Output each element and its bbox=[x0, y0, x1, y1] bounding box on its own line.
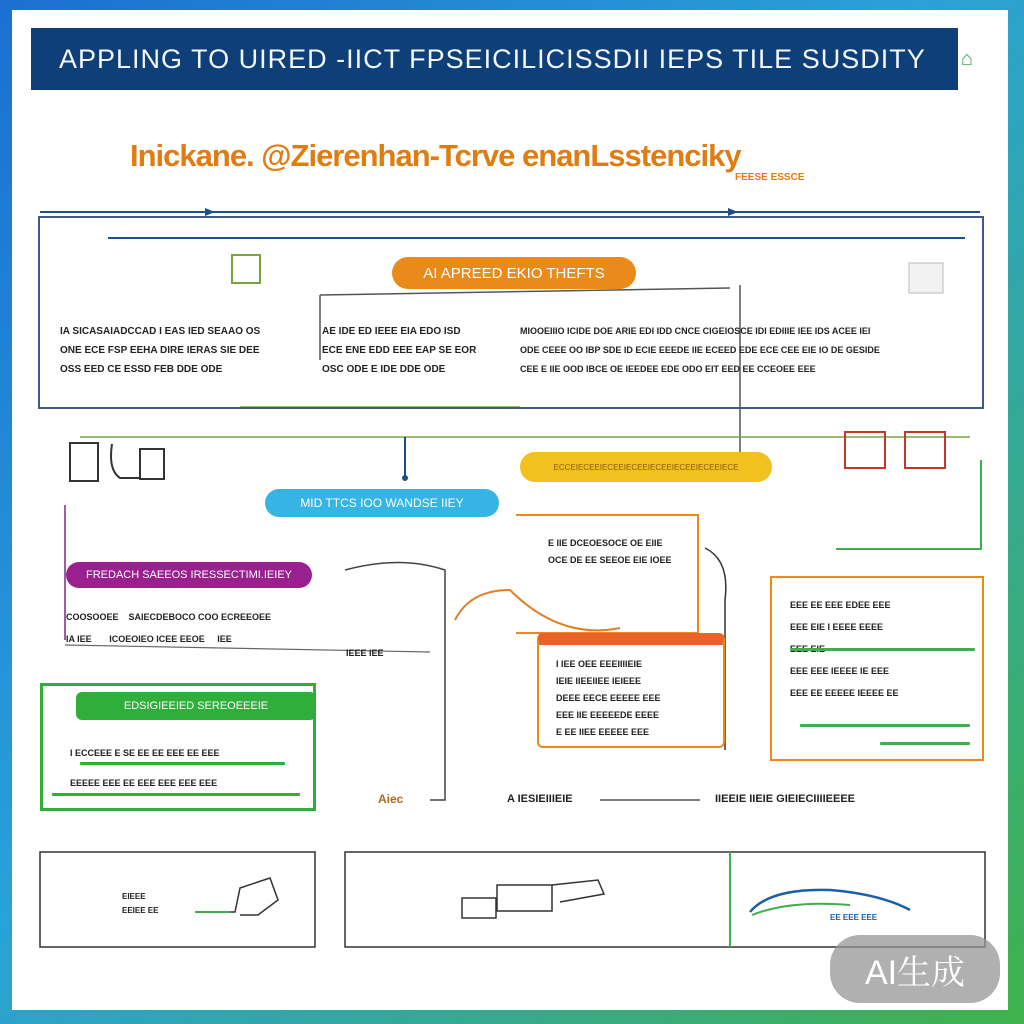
text-line: ODE CEEE OO IBP SDE ID ECIE EEEDE IIE ECEED EDE ECE CEE EIE IO DE GESIDE bbox=[520, 345, 880, 355]
text-line: IA SICASAIADCCAD I EAS IED SEAAO OS bbox=[60, 326, 261, 337]
text-line: OCE DE EE SEEOE EIE IOEE bbox=[548, 555, 672, 565]
bottom-caption-left: A IESIEIIIEIE bbox=[507, 793, 573, 805]
text-line: OSC ODE E IDE DDE ODE bbox=[322, 364, 446, 375]
leaf-icon: ⌂ bbox=[960, 48, 974, 70]
bottom-left-label bbox=[122, 890, 158, 918]
text-line: I IEE OEE EEEIIIIEIE bbox=[556, 659, 643, 669]
text-line: EEE EE EEE EDEE EEE bbox=[790, 600, 891, 610]
pill-green: EDSIGIEEIED SEREOEEEIE bbox=[76, 692, 316, 720]
page-title: APPLING TO UIRED -IICT FPSEICILICISSDII IEPS TILE SUSDITY bbox=[59, 43, 926, 74]
orange-box-a bbox=[516, 514, 699, 634]
pill-orange-top: AI APREED EKIO THEFTS bbox=[392, 257, 636, 289]
diagram-subtitle: Inickane. @Zierenhan-Tcrve enanLsstenciky bbox=[130, 138, 741, 173]
ai-generated-badge: AI生成 bbox=[830, 935, 1000, 1003]
text-line: EEIEE EE bbox=[122, 906, 159, 915]
title-bar bbox=[31, 28, 974, 90]
purple-rows bbox=[66, 606, 271, 650]
text-line: EEE IIE EEEEEDE EEEE bbox=[556, 710, 660, 720]
text-line: EEE EIE I EEEE EEEE bbox=[790, 622, 884, 632]
orange-box-b-text bbox=[556, 656, 661, 741]
top-column-2 bbox=[322, 322, 476, 379]
orange-box-a-text bbox=[548, 535, 672, 569]
text-line: E IIE DCEOESOCE OE EIIE bbox=[548, 538, 663, 548]
text-line: E EE IIEE EEEEE EEE bbox=[556, 727, 650, 737]
text-line: ONE ECE FSP EEHA DIRE IERAS SIE DEE bbox=[60, 345, 260, 356]
text-line: IEIE IIEEIIEE IEIEEE bbox=[556, 676, 642, 686]
top-column-3 bbox=[520, 322, 880, 379]
text-cell: COOSOOEE bbox=[66, 612, 119, 622]
text-line: ECE ENE EDD EEE EAP SE EOR bbox=[322, 345, 477, 356]
rule-green bbox=[880, 742, 970, 745]
text-cell: IA IEE bbox=[66, 634, 92, 644]
pill-cyan: MID TTCS IOO WANDSE IIEY bbox=[265, 489, 499, 517]
text-line: EEEEE EEE EE EEE EEE EEE EEE bbox=[70, 778, 218, 788]
green-box-text bbox=[70, 738, 220, 798]
text-cell: ICOEOIEO ICEE EEOE bbox=[109, 634, 205, 644]
pill-purple: FREDACH SAEEOS IRESSECTIMI.IEIEY bbox=[66, 562, 312, 588]
text-cell: IEE bbox=[217, 634, 232, 644]
text-line: I ECCEEE E SE EE EE EEE EE EEE bbox=[70, 748, 220, 758]
purple-row-3: IEEE IEE bbox=[346, 648, 384, 658]
text-cell: SAIECDEBOCO COO ECREEOEE bbox=[128, 612, 272, 622]
text-line: CEE E IIE OOD IBCE OE IEEDEE EDE ODO EIT EED EE CCEOEE EEE bbox=[520, 364, 816, 374]
small-caption: Aiec bbox=[378, 792, 404, 806]
bottom-caption-right: IIEEIE IIEIE GIEIECIIIIEEEE bbox=[715, 793, 855, 805]
bottom-right-label: EE EEE EEE bbox=[830, 913, 878, 922]
top-column-1 bbox=[60, 322, 260, 379]
text-line: DEEE EECE EEEEE EEE bbox=[556, 693, 661, 703]
right-green-frame bbox=[836, 460, 982, 550]
text-line: EIEEE bbox=[122, 892, 146, 901]
subtitle-caption: FEESE ESSCE bbox=[735, 172, 805, 183]
text-line: MIOOEIIIO ICIDE DOE ARIE EDI IDD CNCE CIGEIOSCE IDI EDIIIE IEE IDS ACEE IEI bbox=[520, 326, 871, 336]
text-line: EEE EEE IEEEE IE EEE bbox=[790, 666, 890, 676]
text-line: AE IDE ED IEEE EIA EDO ISD bbox=[322, 326, 461, 337]
top-frame bbox=[38, 216, 984, 409]
pill-yellow: ECCEIECEEIECEEIECEEIECEEIECEEIECEEIECE bbox=[520, 452, 772, 482]
text-line: EEE EE EEEEE IEEEE EE bbox=[790, 688, 899, 698]
rule-green bbox=[80, 762, 285, 765]
rule-green bbox=[800, 724, 970, 727]
rule-green bbox=[52, 793, 300, 796]
rule-green bbox=[790, 648, 975, 651]
text-line: OSS EED CE ESSD FEB DDE ODE bbox=[60, 364, 223, 375]
